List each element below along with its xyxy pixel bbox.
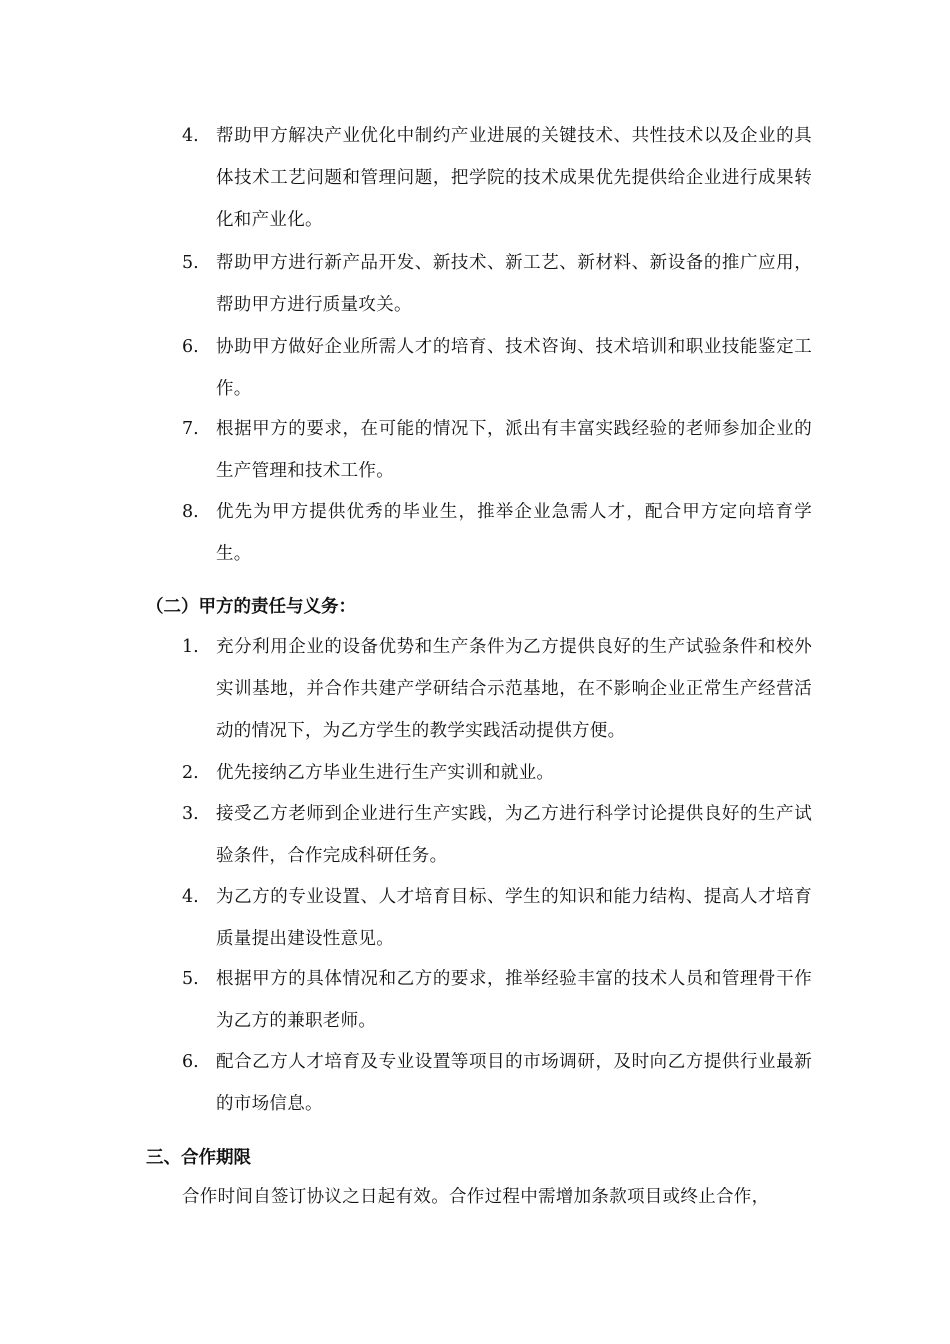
list-text: 配合乙方人才培育及专业设置等项目的市场调研，及时向乙方提供行业最新的市场信息。 <box>216 1052 812 1114</box>
list-number: 6. <box>182 1052 199 1072</box>
list-number: 5. <box>182 253 199 273</box>
section-heading: 三、合作期限 <box>146 1148 251 1168</box>
list-text: 根据甲方的具体情况和乙方的要求，推举经验丰富的技术人员和管理骨干作为乙方的兼职老师。 <box>216 969 812 1031</box>
list-text: 优先接纳乙方毕业生进行生产实训和就业。 <box>216 763 555 783</box>
list-number: 4. <box>182 887 199 907</box>
list-item <box>182 1041 822 1125</box>
list-item <box>182 876 822 960</box>
list-number: 5. <box>182 969 199 989</box>
list-number: 1. <box>182 637 199 657</box>
list-text: 帮助甲方解决产业优化中制约产业进展的关键技术、共性技术以及企业的具体技术工艺问题和管理问题，把学院的技术成果优先提供给企业进行成果转化和产业化。 <box>216 126 812 230</box>
section-paragraph: 合作时间自签订协议之日起有效。合作过程中需增加条款项目或终止合作， <box>182 1187 770 1207</box>
list-text: 协助甲方做好企业所需人才的培育、技术咨询、技术培训和职业技能鉴定工作。 <box>216 337 812 399</box>
list-number: 7. <box>182 419 199 439</box>
list-number: 4. <box>182 126 199 146</box>
list-text: 根据甲方的要求，在可能的情况下，派出有丰富实践经验的老师参加企业的生产管理和技术工作。 <box>216 419 812 481</box>
list-item <box>182 408 822 492</box>
list-item <box>182 958 822 1042</box>
list-item <box>182 793 822 877</box>
section-heading: （二）甲方的责任与义务： <box>146 597 356 617</box>
list-item <box>182 326 822 410</box>
list-text: 帮助甲方进行新产品开发、新技术、新工艺、新材料、新设备的推广应用，帮助甲方进行质量攻关。 <box>216 253 812 315</box>
list-item <box>182 752 822 794</box>
list-item <box>182 242 822 326</box>
list-item <box>182 115 822 241</box>
list-number: 2. <box>182 763 199 783</box>
list-number: 8. <box>182 502 199 522</box>
list-text: 为乙方的专业设置、人才培育目标、学生的知识和能力结构、提高人才培育质量提出建设性意见。 <box>216 887 812 949</box>
list-item <box>182 626 822 752</box>
list-text: 接受乙方老师到企业进行生产实践，为乙方进行科学讨论提供良好的生产试验条件，合作完成科研任务。 <box>216 804 812 866</box>
list-text: 充分利用企业的设备优势和生产条件为乙方提供良好的生产试验条件和校外实训基地，并合作共建产学研结合示范基地，在不影响企业正常生产经营活动的情况下，为乙方学生的教学实践活动提供方便。 <box>216 637 812 741</box>
list-number: 6. <box>182 337 199 357</box>
list-item <box>182 491 822 575</box>
list-number: 3. <box>182 804 199 824</box>
list-text: 优先为甲方提供优秀的毕业生，推举企业急需人才，配合甲方定向培育学生。 <box>216 502 812 564</box>
